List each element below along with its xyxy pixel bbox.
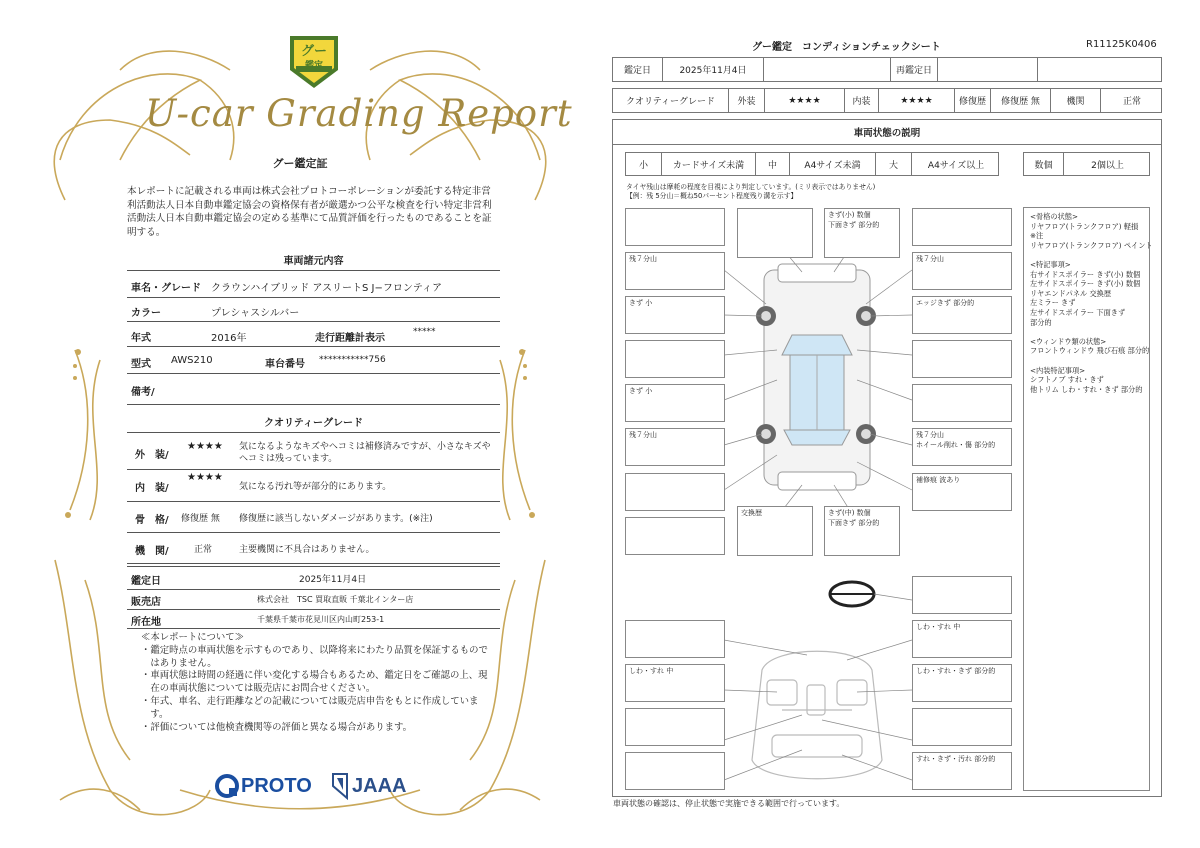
engine-value: 正常	[1122, 97, 1141, 107]
label-box	[625, 620, 725, 658]
badge-top-text: グー	[300, 44, 327, 59]
label-box	[625, 473, 725, 511]
legend-large-desc: A4サイズ以上	[927, 160, 985, 171]
note-item: ・ 鑑定時点の車両状態を示すものであり、以降将来にわたり品質を保証するものではありません。	[141, 644, 488, 669]
legend-small-desc: カードサイズ未満	[662, 153, 756, 175]
label-int-right-2: しわ・すれ・きず 部分的	[912, 664, 1012, 702]
steering-wheel-icon	[830, 582, 874, 606]
date-value: 2025年11月4日	[663, 58, 764, 81]
date-header-row	[612, 57, 1162, 82]
label-box	[737, 208, 813, 258]
tire-note-1: タイヤ残山は摩耗の程度を目視により判定しています。(ミリ表示ではありません)	[626, 183, 876, 191]
note-item: ・ 評価については他検査機関等の評価と異なる場合があります。	[141, 721, 412, 733]
label-int-right-1: しわ・すれ 中	[912, 620, 1012, 658]
spec-row-remarks	[127, 374, 500, 405]
shop-value: 株式会社 TSC 買取直販 千葉北インター店	[257, 595, 414, 604]
label-rr-tire: 残７分山 ホイール削れ・傷 部分的	[912, 428, 1012, 466]
size-legend	[625, 152, 999, 176]
report-notes	[141, 632, 496, 734]
certificate-title: グー鑑定証	[272, 157, 328, 170]
count-label: 数個	[1024, 153, 1064, 175]
shop-label: 販売店	[131, 597, 161, 608]
legend-medium-desc: A4サイズ未満	[790, 153, 876, 175]
interior-value: ★★★★	[879, 89, 955, 112]
proto-logo-text: PROTO	[241, 775, 312, 797]
address-value: 千葉県千葉市花見川区内山町253-1	[257, 615, 385, 624]
date-blank	[764, 58, 891, 81]
tire-note-2: 【例：残 5分山＝概ね50パーセント程度残り溝を示す】	[626, 192, 798, 200]
exterior-value: ★★★★	[765, 89, 845, 112]
grade-comment-frame: 修復歴に該当しないダメージがあります。(※注)	[239, 514, 433, 524]
grade-value-exterior: ★★★★	[187, 441, 223, 452]
reinspect-label: 再鑑定日	[891, 58, 938, 81]
interior-sketch	[752, 651, 882, 779]
notes-heading: ≪本レポートについて≫	[141, 632, 244, 643]
shop-row	[127, 589, 500, 610]
footer-logos	[215, 770, 415, 802]
specs-heading: 車両諸元内容	[283, 256, 344, 267]
label-rear-bottom: きず(中) 数個 下面きず 部分的	[824, 506, 900, 556]
grade-comment-engine: 主要機関に不具合はありません。	[239, 545, 375, 555]
grade-label-engine: 機 関/	[135, 546, 169, 557]
interior-label: 内装	[845, 89, 879, 112]
grade-value-interior: ★★★★	[187, 472, 223, 483]
label-right-edge: エッジきず 部分的	[912, 296, 1012, 334]
label-front-top: きず(小) 数個 下面きず 部分的	[824, 208, 900, 258]
legend-medium-label: 中	[756, 153, 790, 175]
grade-comment-interior: 気になる汚れ等が部分的にあります。	[239, 482, 392, 492]
model-value: クラウンハイブリッド アスリートS J−フロンティア	[211, 283, 443, 294]
label-left-1: きず 小	[625, 296, 725, 334]
grade-row-frame	[127, 502, 500, 533]
count-legend	[1023, 152, 1150, 176]
color-value: プレシャスシルバー	[211, 308, 300, 319]
spec-row-model	[127, 270, 500, 298]
quality-header-row	[612, 88, 1162, 113]
footer-note: 車両状態の確認は、停止状態で実施できる範囲で行っています。	[613, 799, 845, 808]
color-label: カラー	[131, 308, 161, 319]
chassis-label: 車台番号	[265, 359, 305, 370]
label-box	[625, 752, 725, 790]
address-row	[127, 610, 500, 629]
grade-label-frame: 骨 格/	[135, 515, 169, 526]
label-box	[912, 708, 1012, 746]
badge-bottom-text: 鑑定	[304, 61, 323, 71]
exterior-label: 外装	[729, 89, 765, 112]
date-row	[127, 566, 500, 590]
legend-large-label: 大	[876, 153, 912, 175]
remarks-label: 備考/	[131, 387, 155, 398]
address-label: 所在地	[131, 617, 161, 628]
label-int-left-1: しわ・すれ 中	[625, 664, 725, 702]
repair-value: 修復歴 無	[991, 89, 1051, 112]
label-rl-tire: 残７分山	[625, 428, 725, 466]
grade-value-engine: 正常	[194, 545, 213, 555]
report-id: R11125K0406	[1086, 39, 1157, 50]
sheet-title: グー鑑定 コンディションチェックシート	[752, 42, 941, 53]
label-box	[625, 517, 725, 555]
script-title: U-car Grading Report	[145, 92, 573, 135]
year-label: 年式	[131, 333, 151, 344]
type-value: AWS210	[171, 355, 213, 366]
label-right-rear: 補修痕 波あり	[912, 473, 1012, 511]
label-box	[912, 384, 1012, 422]
label-left-2: きず 小	[625, 384, 725, 422]
jaaa-logo-icon	[329, 772, 351, 800]
quality-label: クオリティーグレード	[613, 89, 729, 112]
label-box	[625, 208, 725, 246]
label-fr-tire: 残７分山	[912, 252, 1012, 290]
conditions-text: <骨格の状態> リヤフロア(トランクフロア) 軽損 ※注 リヤフロア(トランクフロア) ペイント <特記事項> 右サイドスポイラー きず(小) 数個 左サイドスポイラー きず(小) 数個 リヤエンドパネル 交換歴 左ミラー きず 左サイドスポイラー 下面きず 部分的 <ウィンドウ類の状態> フロントウィンドウ 飛び石痕 部分的 <内装特記事項> シフトノブ すれ・きず 他トリム しわ・すれ・きず 部分的	[1030, 212, 1153, 394]
quality-heading: クオリティーグレード	[264, 418, 363, 429]
condition-heading: 車両状態の説明	[612, 119, 1162, 145]
spec-row-color	[127, 297, 500, 322]
spec-row-type	[127, 347, 500, 374]
grade-row-exterior	[127, 432, 500, 470]
model-label: 車名・グレード	[131, 283, 201, 294]
label-box	[625, 340, 725, 378]
note-item: ・ 年式、車名、走行距離などの記載については販売店申告をもとに作成しています。	[141, 695, 479, 720]
grade-value-frame: 修復歴 無	[181, 514, 220, 524]
proto-logo-icon	[215, 774, 239, 798]
grade-row-engine	[127, 533, 500, 564]
mileage-value: *****	[413, 327, 436, 337]
label-box	[912, 576, 1012, 614]
type-label: 型式	[131, 359, 151, 370]
label-int-right-3: すれ・きず・汚れ 部分的	[912, 752, 1012, 790]
label-box	[912, 208, 1012, 246]
note-item: ・ 車両状態は時間の経過に伴い変化する場合もあるため、鑑定日をご確認の上、現在の車両状態については販売店にお問合せください。	[141, 670, 488, 695]
chassis-value: ***********756	[319, 355, 386, 365]
spec-row-year	[127, 322, 500, 347]
grade-row-interior	[127, 469, 500, 502]
jaaa-logo-text: JAAA	[352, 775, 407, 797]
reinspect-value	[938, 58, 1038, 81]
mileage-label: 走行距離計表示	[315, 333, 385, 344]
label-box	[912, 340, 1012, 378]
certificate-intro: 本レポートに記載される車両は株式会社プロトコーポレーションが委託する特定非営利活動法人日本自動車鑑定協会の資格保有者が厳選かつ公平な検査を行い特定非営利活動法人日本自動車鑑定協会の定める基準にて品質評価を行ったものであることを証明する。	[127, 186, 492, 238]
inspection-date-label: 鑑定日	[131, 576, 161, 587]
grade-label-exterior: 外 装/	[135, 450, 169, 461]
inspection-date-value: 2025年11月4日	[299, 575, 367, 585]
label-rear-left: 交換歴	[737, 506, 813, 556]
legend-small-label: 小	[626, 153, 662, 175]
engine-label: 機関	[1051, 89, 1101, 112]
label-fl-tire: 残７分山	[625, 252, 725, 290]
year-value: 2016年	[211, 333, 247, 344]
grade-label-interior: 内 装/	[135, 483, 169, 494]
count-desc: 2個以上	[1091, 160, 1124, 171]
grade-comment-exterior: 気になるようなキズやヘコミは補修済みですが、小さなキズやヘコミは残っています。	[239, 442, 491, 464]
label-box	[625, 708, 725, 746]
date-label: 鑑定日	[613, 58, 663, 81]
repair-label: 修復歴	[955, 89, 991, 112]
